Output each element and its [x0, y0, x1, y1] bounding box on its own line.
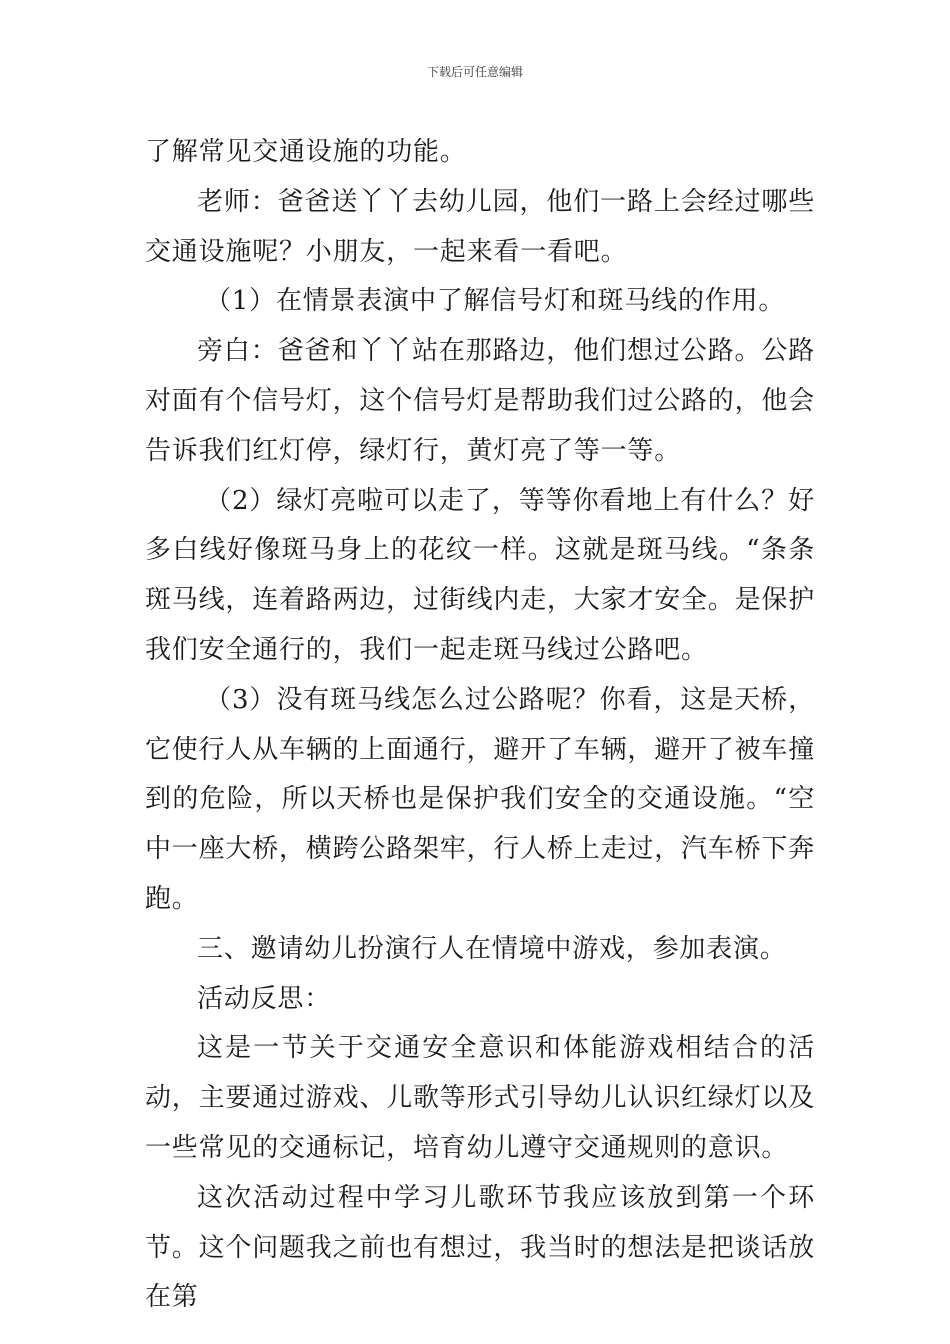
paragraph-step-3: （3）没有斑马线怎么过公路呢？你看，这是天桥，它使行人从车辆的上面通行，避开了车辆，避开了被车撞到的危险，所以天桥也是保护我们安全的交通设施。“空中一座大桥，横跨公路架牢，行人桥上走过，汽车桥下奔跑。: [145, 684, 816, 914]
paragraph-teacher-dialogue: 老师：爸爸送丫丫去幼儿园，他们一路上会经过哪些交通设施呢？小朋友，一起来看一看吧。: [145, 186, 815, 267]
paragraph-step-1: （1）在情景表演中了解信号灯和斑马线的作用。: [205, 286, 786, 317]
paragraph-step-2: （2）绿灯亮啦可以走了，等等你看地上有什么？好多白线好像斑马身上的花纹一样。这就是斑马线。“条条斑马线，连着路两边，过街线内走，大家才安全。是保护我们安全通行的，我们一起走斑马线过公路吧。: [145, 485, 816, 665]
page-header: 下载后可任意编辑: [426, 65, 523, 79]
document-body: [145, 128, 815, 1323]
paragraph-reflection-1: 这是一节关于交通安全意识和体能游戏相结合的活动，主要通过游戏、儿歌等形式引导幼儿认识红绿灯以及一些常见的交通标记，培育幼儿遵守交通规则的意识。: [145, 1033, 816, 1163]
paragraph-narration: 旁白：爸爸和丫丫站在那路边，他们想过公路。公路对面有个信号灯，这个信号灯是帮助我们过公路的，他会告诉我们红灯停，绿灯行，黄灯亮了等一等。: [145, 336, 816, 466]
paragraph-reflection-heading: 活动反思：: [197, 983, 332, 1014]
paragraph-reflection-2: 这次活动过程中学习儿歌环节我应该放到第一个环节。这个问题我之前也有想过，我当时的想法是把谈话放在第: [145, 1182, 816, 1313]
paragraph-section-three: 三、邀请幼儿扮演行人在情境中游戏，参加表演。: [197, 933, 787, 964]
paragraph-continuation: 了解常见交通设施的功能。: [145, 137, 467, 167]
